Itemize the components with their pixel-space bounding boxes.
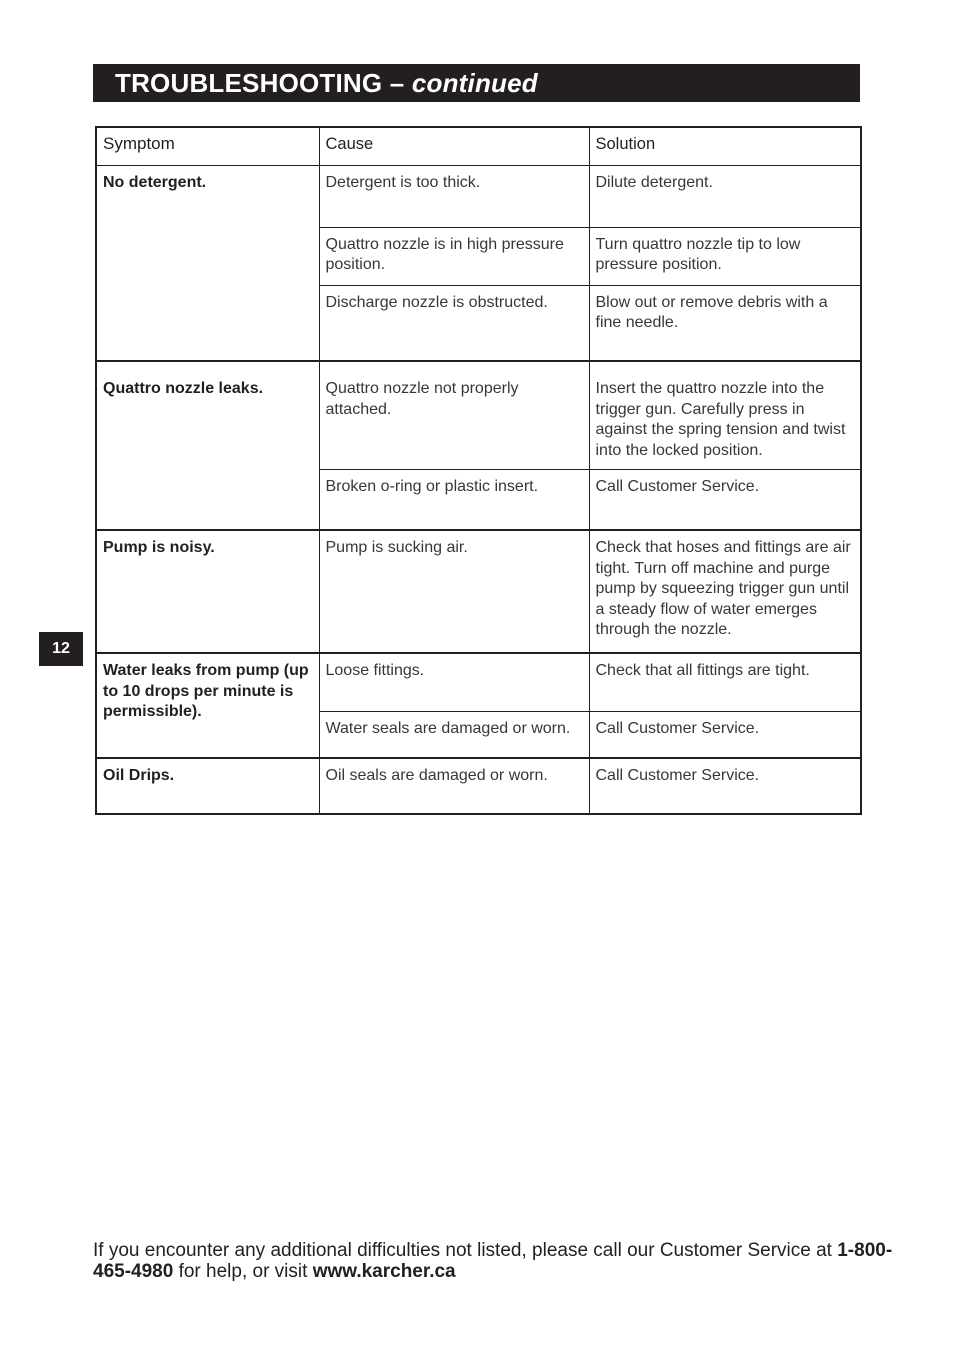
symptom-cell: Quattro nozzle leaks. [96, 361, 319, 530]
page-number-tab: 12 [39, 632, 83, 666]
solution-cell: Blow out or remove debris with a fine needle. [589, 285, 861, 361]
footer-website: www.karcher.ca [312, 1261, 456, 1282]
table-row [96, 653, 861, 711]
solution-cell: Insert the quattro nozzle into the trigger gun. Carefully press in against the spring tension and twist into the locked position. [589, 361, 861, 469]
troubleshooting-table [95, 126, 862, 815]
table-row [96, 361, 861, 469]
cause-cell: Water seals are damaged or worn. [319, 711, 589, 758]
footer-text-1: If you encounter any additional difficulties not listed, please call our Customer Service at [93, 1240, 838, 1261]
header-solution: Solution [589, 127, 861, 165]
footer-note [93, 1240, 893, 1282]
symptom-cell: Water leaks from pump (up to 10 drops per minute is permissible). [96, 653, 319, 758]
title-continued: continued [411, 68, 538, 98]
page-title [93, 64, 860, 102]
table-row [96, 758, 861, 814]
cause-cell: Discharge nozzle is obstructed. [319, 285, 589, 361]
header-symptom: Symptom [96, 127, 319, 165]
table-row [96, 530, 861, 653]
table-row [96, 165, 861, 227]
solution-cell: Call Customer Service. [589, 758, 861, 814]
solution-cell: Turn quattro nozzle tip to low pressure position. [589, 227, 861, 285]
table-header-row [96, 127, 861, 165]
solution-cell: Call Customer Service. [589, 711, 861, 758]
symptom-cell: No detergent. [96, 165, 319, 361]
solution-cell: Check that all fittings are tight. [589, 653, 861, 711]
solution-cell: Call Customer Service. [589, 469, 861, 530]
cause-cell: Pump is sucking air. [319, 530, 589, 653]
cause-cell: Detergent is too thick. [319, 165, 589, 227]
cause-cell: Quattro nozzle not properly attached. [319, 361, 589, 469]
cause-cell: Broken o-ring or plastic insert. [319, 469, 589, 530]
cause-cell: Oil seals are damaged or worn. [319, 758, 589, 814]
solution-cell: Check that hoses and fittings are air tight. Turn off machine and purge pump by squeezing trigger gun until a steady flow of water emerges through the nozzle. [589, 530, 861, 653]
cause-cell: Loose fittings. [319, 653, 589, 711]
solution-cell: Dilute detergent. [589, 165, 861, 227]
header-cause: Cause [319, 127, 589, 165]
symptom-cell: Pump is noisy. [96, 530, 319, 653]
footer-phone: 1-800-465-4980 [93, 1240, 893, 1282]
symptom-cell: Oil Drips. [96, 758, 319, 814]
footer-text-2: for help, or visit [173, 1261, 313, 1282]
cause-cell: Quattro nozzle is in high pressure position. [319, 227, 589, 285]
title-main: TROUBLESHOOTING – [115, 68, 405, 98]
